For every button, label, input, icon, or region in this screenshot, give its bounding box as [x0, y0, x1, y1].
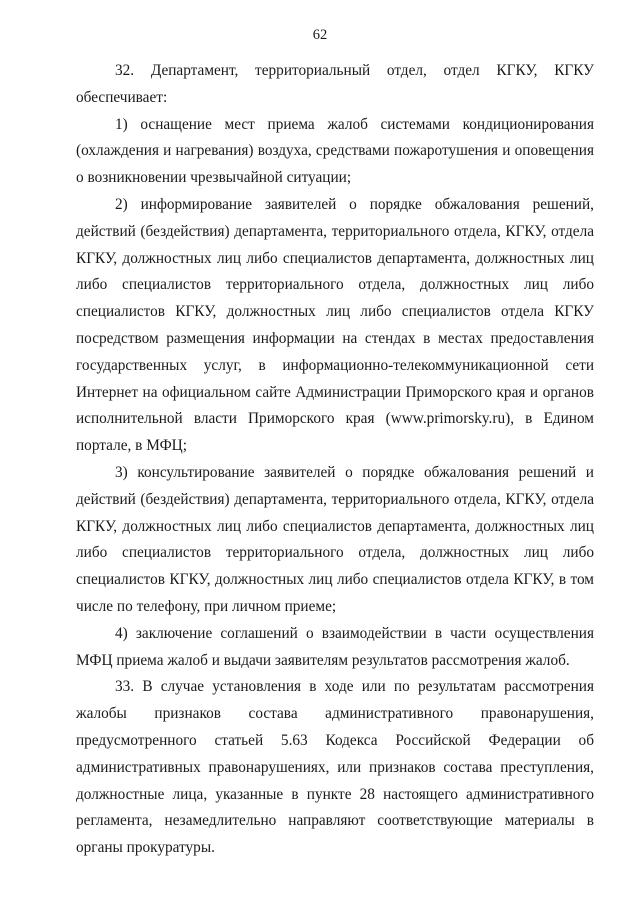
document-body	[76, 58, 594, 862]
page-number: 62	[312, 27, 328, 43]
list-item-2: 2) информирование заявителей о порядке обжалования решений, действий (бездействия) департамента, территориального отдела, КГКУ, отдела КГКУ, должностных лиц либо специалистов департамента, должностных лиц либо специалистов территориального отдела, должностных лиц либо специалистов КГКУ, должностных лиц либо специалистов отдела КГКУ посредством размещения информации на стендах в местах предоставления государственных услуг, в информационно-телекоммуникационной сети Интернет на официальном сайте Администрации Приморского края и органов исполнительной власти Приморского края (www.primorsky.ru), в Едином портале, в МФЦ;	[76, 195, 594, 455]
paragraph-32-intro: 32. Департамент, территориальный отдел, отдел КГКУ, КГКУ обеспечивает:	[76, 62, 594, 106]
list-item-3: 3) консультирование заявителей о порядке обжалования решений и действий (бездействия) департамента, территориального отдела, КГКУ, отдела КГКУ, должностных лиц либо специалистов департамента, должностных лиц либо специалистов территориального отдела, должностных лиц либо специалистов КГКУ, должностных лиц либо специалистов отдела КГКУ, в том числе по телефону, при личном приеме;	[76, 463, 594, 615]
paragraph-33: 33. В случае установления в ходе или по результатам рассмотрения жалобы признаков состава административного правонарушения, предусмотренного статьей 5.63 Кодекса Российской Федерации об административных правонарушениях, или признаков состава преступления, должностные лица, указанные в пункте 28 настоящего административного регламента, незамедлительно направляют соответствующие материалы в органы прокуратуры.	[76, 678, 594, 857]
list-item-1: 1) оснащение мест приема жалоб системами кондиционирования (охлаждения и нагревания) воздуха, средствами пожаротушения и оповещения о возникновении чрезвычайной ситуации;	[76, 115, 594, 187]
list-item-4: 4) заключение соглашений о взаимодействии в части осуществления МФЦ приема жалоб и выдачи заявителям результатов рассмотрения жалоб.	[76, 624, 594, 669]
